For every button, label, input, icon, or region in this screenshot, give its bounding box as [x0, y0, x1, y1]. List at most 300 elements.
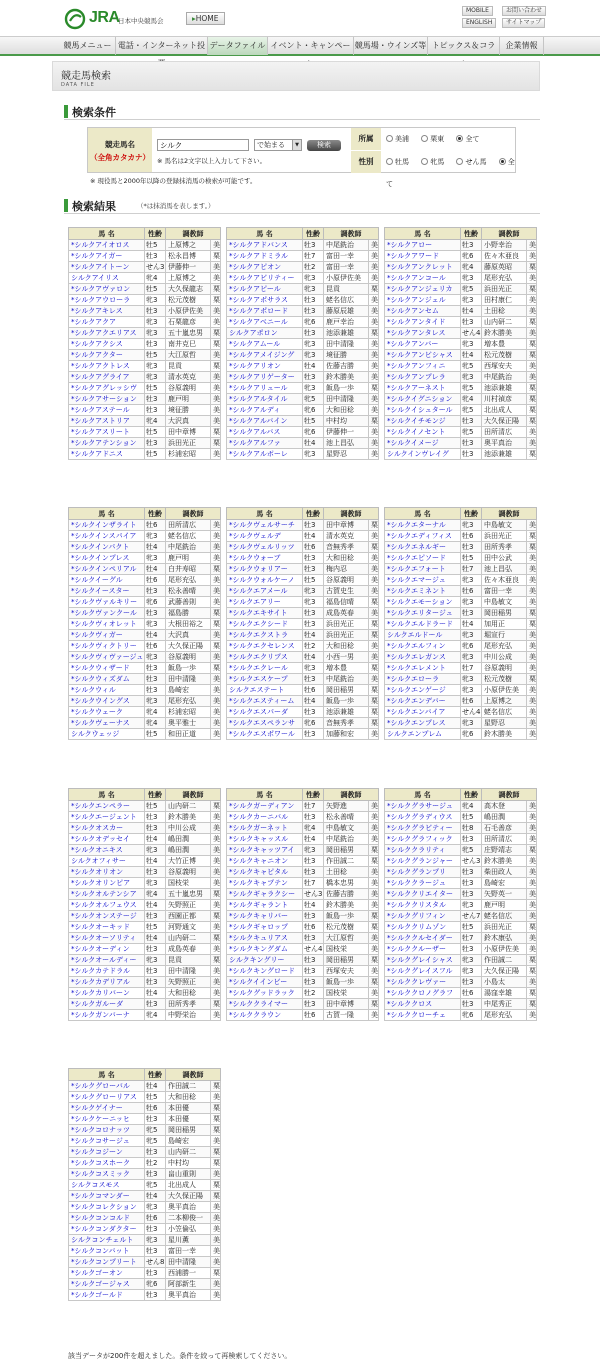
horse-name-link[interactable]: *シルクグラディウス: [385, 812, 461, 823]
trainer: 中島敏文: [482, 520, 527, 531]
horse-name-link[interactable]: *シルクエネルギー: [385, 542, 461, 553]
horse-name-link[interactable]: *シルクウィズダム: [69, 674, 145, 685]
sitemap-link[interactable]: サイトマップ: [502, 18, 545, 28]
horse-name-link[interactable]: *シルクエスティーム: [227, 696, 303, 707]
horse-name-link[interactable]: *シルクアスリート: [69, 427, 145, 438]
sex-age: 牡3: [303, 911, 324, 922]
horse-name-link[interactable]: *シルクアワード: [385, 251, 461, 262]
horse-name-link[interactable]: *シルクアドニス: [69, 449, 145, 460]
horse-name-link[interactable]: *シルクオニキス: [69, 845, 145, 856]
horse-name-link[interactable]: *シルクインスパイア: [69, 531, 145, 542]
affiliation: 美: [211, 674, 221, 685]
trainer: 大沢真: [166, 630, 211, 641]
horse-name-link[interactable]: *シルクアメイジング: [227, 350, 303, 361]
horse-name-link[interactable]: *シルクイーグル: [69, 575, 145, 586]
col-header-name: 馬 名: [385, 789, 461, 801]
affiliation: 美: [211, 394, 221, 405]
horse-name-link[interactable]: *シルクウォリアー: [227, 564, 303, 575]
horse-name-link[interactable]: *シルクウェーク: [69, 707, 145, 718]
horse-name-link[interactable]: *シルクコスホーク: [69, 1158, 145, 1169]
horse-name-link[interactable]: *シルククルセイダー: [385, 933, 461, 944]
horse-name-link[interactable]: *シルクアグライア: [69, 372, 145, 383]
trainer: 大久保龍志: [166, 284, 211, 295]
horse-name-link[interactable]: *シルクエルドラード: [385, 619, 461, 630]
horse-name-link[interactable]: *シルクアグレッシヴ: [69, 383, 145, 394]
english-link[interactable]: ENGLISH: [462, 18, 496, 28]
horse-name-link[interactable]: *シルクアベニール: [227, 317, 303, 328]
horse-name-link[interactable]: *シルクエリタージュ: [385, 608, 461, 619]
horse-name-link[interactable]: *シルクアルバス: [227, 427, 303, 438]
horse-name-link[interactable]: *シルクウォルケーノ: [227, 575, 303, 586]
table-row: [69, 240, 221, 251]
horse-name-link[interactable]: *シルクコジーン: [69, 1147, 145, 1158]
trainer: 谷原義明: [324, 575, 369, 586]
search-note: ※ 現役馬と2000年以降の登録抹消馬の検索が可能です。: [90, 177, 257, 185]
horse-name-link[interactable]: *シルクキャッスル: [227, 834, 303, 845]
horse-name-link[interactable]: *シルクグラビティー: [385, 823, 461, 834]
sex-age: 牡4: [145, 856, 166, 867]
affiliation: 美: [369, 889, 379, 900]
trainer: 奥平真治: [166, 1202, 211, 1213]
horse-name-link[interactable]: *シルククラウン: [227, 1010, 303, 1021]
horse-name-link[interactable]: *シルクエターナル: [385, 520, 461, 531]
horse-name-link[interactable]: *シルクエフォート: [385, 564, 461, 575]
horse-name-link[interactable]: *シルクエアメール: [227, 586, 303, 597]
horse-name-link[interactable]: *シルクアウローラ: [69, 295, 145, 306]
horse-name-link[interactable]: *シルクアポサラス: [227, 295, 303, 306]
horse-name-link[interactable]: *シルクアルディ: [227, 405, 303, 416]
trainer: 谷原義明: [166, 652, 211, 663]
horse-name-link[interactable]: シルクアポロン: [227, 328, 303, 339]
horse-name-link[interactable]: シルクコスモス: [69, 1180, 145, 1191]
horse-name-link[interactable]: *シルクイチモンジ: [385, 416, 461, 427]
sex-age: 牝3: [145, 553, 166, 564]
horse-name-link[interactable]: *シルクアンプレラ: [385, 372, 461, 383]
horse-name-link[interactable]: シルクエルドール: [385, 630, 461, 641]
table-row: [385, 845, 537, 856]
horse-name-link[interactable]: *シルククラリティ: [385, 845, 461, 856]
horse-name-link[interactable]: *シルククラージュ: [385, 878, 461, 889]
nav-events[interactable]: イベント・キャンペー: [268, 37, 354, 55]
horse-name-link[interactable]: *シルクキュリアス: [227, 933, 303, 944]
affiliation: 美: [369, 295, 379, 306]
affiliation: 美: [211, 1136, 221, 1147]
horse-name-link[interactable]: *シルクアルタイル: [227, 394, 303, 405]
horse-name-link[interactable]: *シルクグランジャー: [385, 856, 461, 867]
horse-name-link[interactable]: シルクエステート: [227, 685, 303, 696]
horse-name-link[interactable]: *シルクコマンダー: [69, 1191, 145, 1202]
table-row: [69, 988, 221, 999]
horse-name-link[interactable]: *シルクイースター: [69, 586, 145, 597]
horse-name-link[interactable]: *シルクキングダム: [227, 944, 303, 955]
affiliation: 美: [369, 251, 379, 262]
horse-name-link[interactable]: *シルクアンセム: [385, 306, 461, 317]
horse-name-link[interactable]: *シルクイグニション: [385, 394, 461, 405]
radio-ritto[interactable]: [421, 135, 449, 143]
sex-age: 牡6: [461, 586, 482, 597]
horse-name-link[interactable]: *シルクアリゲーター: [227, 372, 303, 383]
horse-name-link[interactable]: *シルクエクリプス: [227, 652, 303, 663]
sex-age: せん3: [304, 890, 323, 898]
horse-name-link[interactable]: *シルクイインビー: [227, 977, 303, 988]
horse-name-link[interactable]: *シルクエスケープ: [227, 674, 303, 685]
radio-affil-all[interactable]: [456, 135, 484, 143]
horse-name-link[interactable]: *シルクグラサージュ: [385, 801, 461, 812]
horse-name-link[interactable]: *シルクアステール: [69, 405, 145, 416]
horse-name-link[interactable]: *シルクオンステージ: [69, 911, 145, 922]
horse-name-link[interactable]: *シルクエージェント: [69, 812, 145, 823]
horse-name-link[interactable]: *シルクヴェルリッツ: [227, 542, 303, 553]
horse-name-link[interactable]: *シルクゴージャス: [69, 1279, 145, 1290]
horse-name-link[interactable]: *シルクキャリバー: [227, 911, 303, 922]
sex-age: 牝4: [145, 718, 166, 729]
horse-name-link[interactable]: *シルクエスポワール: [227, 729, 303, 740]
horse-name-link[interactable]: *シルクコンプリート: [69, 1257, 145, 1268]
horse-name-link[interactable]: *シルクエマージュ: [385, 575, 461, 586]
sex-age: 牡3: [303, 999, 324, 1010]
horse-name-link[interactable]: *シルククリムゾン: [385, 922, 461, 933]
horse-name-link[interactable]: *シルクアクシス: [69, 339, 145, 350]
horse-name-link[interactable]: *シルクアサーション: [69, 394, 145, 405]
horse-name-link[interactable]: シルクオフィサー: [69, 856, 145, 867]
horse-name-link[interactable]: *シルクアクア: [69, 317, 145, 328]
horse-name-link[interactable]: *シルクガルーダ: [69, 999, 145, 1010]
horse-name-link[interactable]: *シルククルーザー: [385, 944, 461, 955]
horse-name-link[interactable]: *シルクヴィヴァージュ: [69, 652, 145, 663]
horse-name-link[interactable]: *シルクコンコルド: [69, 1213, 145, 1224]
horse-name-link[interactable]: *シルクオリンピア: [69, 878, 145, 889]
horse-name-link[interactable]: *シルクグランプリ: [385, 867, 461, 878]
horse-name-link[interactable]: *シルクアンタイド: [385, 317, 461, 328]
table-row: [69, 900, 221, 911]
horse-name-link[interactable]: *シルクエスパーダ: [227, 707, 303, 718]
table-row: [227, 295, 379, 306]
horse-name-link[interactable]: *シルククリエイター: [385, 889, 461, 900]
horse-name-link[interactable]: *シルクコサージュ: [69, 1136, 145, 1147]
jra-logo-icon[interactable]: [64, 8, 86, 30]
horse-name-link[interactable]: *シルククロス: [385, 999, 461, 1010]
sex-age: 牝3: [461, 295, 482, 306]
horse-name-link[interactable]: *シルクギャロップ: [227, 922, 303, 933]
horse-name-link[interactable]: *シルクアドミラル: [227, 251, 303, 262]
logo-text[interactable]: JRA: [89, 9, 120, 26]
horse-name-link[interactable]: *シルクオデッセイ: [69, 834, 145, 845]
horse-name-link[interactable]: *シルクエンゲージ: [385, 685, 461, 696]
horse-name-input[interactable]: [157, 139, 249, 151]
horse-name-link[interactable]: *シルクオルフェウス: [69, 900, 145, 911]
table-row: [385, 718, 537, 729]
page-subtitle: DATA FILE: [61, 82, 95, 88]
horse-name-link[interactable]: *シルクエローラ: [385, 674, 461, 685]
nav-voting[interactable]: 電話・インターネット投: [116, 37, 208, 55]
trainer: 小西一男: [324, 652, 369, 663]
affiliation: 栗: [527, 608, 537, 619]
horse-name-link[interactable]: *シルクガーディアン: [227, 801, 303, 812]
horse-name-link[interactable]: *シルクカデリアル: [69, 977, 145, 988]
horse-name-link[interactable]: *シルクオールディー: [69, 955, 145, 966]
affiliation: 栗: [369, 383, 379, 394]
sex-age: 牡6: [145, 1213, 166, 1224]
affiliation: 栗: [527, 284, 537, 295]
trainer: 大久保正陽: [166, 641, 211, 652]
affiliation: 美: [527, 685, 537, 696]
horse-name-link[interactable]: *シルクオルテンシア: [69, 889, 145, 900]
horse-name-link[interactable]: *シルクヴェーナス: [69, 718, 145, 729]
sex-age: 牡2: [145, 1158, 166, 1169]
horse-name-link[interactable]: *シルクヴィオレット: [69, 619, 145, 630]
horse-name-link[interactable]: *シルククレヴァー: [385, 977, 461, 988]
trainer: 谷原義明: [166, 867, 211, 878]
horse-name-link[interactable]: *シルクエレメント: [385, 663, 461, 674]
sex-age: 牡3: [461, 438, 482, 449]
horse-name-link[interactable]: シルクコンチェルト: [69, 1235, 145, 1246]
horse-name-link[interactable]: *シルクアルバイン: [227, 416, 303, 427]
horse-name-link[interactable]: *シルクキャプテン: [227, 878, 303, 889]
trainer: 池上昌弘: [482, 564, 527, 575]
horse-name-link[interactable]: *シルクアピオン: [227, 262, 303, 273]
table-row: [385, 317, 537, 328]
horse-name-link[interactable]: *シルクアクター: [69, 350, 145, 361]
horse-name-link[interactable]: *シルクアキレス: [69, 306, 145, 317]
horse-name-link[interactable]: *シルクヴァンクール: [69, 608, 145, 619]
horse-name-link[interactable]: *シルクエモーション: [385, 597, 461, 608]
horse-name-link[interactable]: *シルクアンタレス: [385, 328, 461, 339]
sex-age: 牡3: [145, 1114, 166, 1125]
sex-age: 牝3: [303, 284, 324, 295]
nav-datafile[interactable]: データファイル: [208, 37, 268, 55]
horse-name-link[interactable]: *シルクギャラクシー: [227, 889, 303, 900]
horse-name-link[interactable]: *シルクアンビシャス: [385, 350, 461, 361]
horse-name-link[interactable]: *シルクエンデバー: [385, 696, 461, 707]
affiliation: 栗: [211, 564, 221, 575]
horse-name-link[interactable]: *シルクアンフィニ: [385, 361, 461, 372]
horse-name-link[interactable]: *シルクウィル: [69, 685, 145, 696]
horse-name-link[interactable]: *シルクアンクレット: [385, 262, 461, 273]
horse-name-link[interactable]: *シルクエミネント: [385, 586, 461, 597]
horse-name-link[interactable]: *シルクヴェルサーチ: [227, 520, 303, 531]
contact-link[interactable]: お問い合わせ: [502, 6, 546, 16]
affiliation: 美: [211, 1279, 221, 1290]
horse-name-link[interactable]: *シルクエクレール: [227, 663, 303, 674]
horse-name-link[interactable]: *シルクエキサイト: [227, 608, 303, 619]
horse-name-link[interactable]: *シルクカーニバル: [227, 812, 303, 823]
horse-name-link[interactable]: *シルクグレイスフル: [385, 966, 461, 977]
nav-racecourses[interactable]: 競馬場・ウインズ等: [354, 37, 428, 55]
radio-icon: [386, 135, 393, 142]
horse-name-link[interactable]: *シルクグレイシャス: [385, 955, 461, 966]
horse-name-link[interactable]: *シルクガーネット: [227, 823, 303, 834]
horse-name-link[interactable]: *シルクアイトーン: [69, 262, 145, 273]
horse-name-link[interactable]: *シルクアーネスト: [385, 383, 461, 394]
nav-topics[interactable]: トピックス＆コラ: [428, 37, 500, 55]
horse-name-link[interactable]: *シルクエクシード: [227, 619, 303, 630]
horse-name-link[interactable]: *シルクアイオロス: [69, 240, 145, 251]
table-row: [227, 663, 379, 674]
horse-name-link[interactable]: *シルクアイガー: [69, 251, 145, 262]
horse-name-link[interactable]: *シルクアルファ: [227, 438, 303, 449]
horse-name-link[interactable]: *シルクキャッツアイ: [227, 845, 303, 856]
horse-name-link[interactable]: シルクキングリー: [227, 955, 303, 966]
trainer: 岡田稲男: [324, 845, 369, 856]
horse-name-link[interactable]: *シルクイノセント: [385, 427, 461, 438]
radio-female[interactable]: [421, 158, 449, 166]
horse-name-link[interactable]: *シルクアリオン: [227, 361, 303, 372]
horse-name-link[interactable]: *シルクイメージ: [385, 438, 461, 449]
horse-name-link[interactable]: *シルクインペリアル: [69, 564, 145, 575]
affiliation: 美: [211, 685, 221, 696]
horse-name-link[interactable]: *シルクエピソード: [385, 553, 461, 564]
horse-name-link[interactable]: *シルクカリバーン: [69, 988, 145, 999]
horse-name-link[interactable]: *シルクアンジェリカ: [385, 284, 461, 295]
horse-name-link[interactable]: *シルクアクエリアス: [69, 328, 145, 339]
horse-name-link[interactable]: *シルクエクストラ: [227, 630, 303, 641]
affiliation: 美: [369, 834, 379, 845]
horse-name-link[interactable]: *シルクアビリティー: [227, 273, 303, 284]
horse-name-link[interactable]: *シルクエンプレス: [385, 718, 461, 729]
table-row: [385, 553, 537, 564]
trainer: 佐藤吉勝: [324, 361, 369, 372]
horse-name-link[interactable]: *シルクアポロード: [227, 306, 303, 317]
horse-name-link[interactable]: *シルククローチェ: [385, 1010, 461, 1021]
horse-name-link[interactable]: *シルクアンバー: [385, 339, 461, 350]
table-row: [385, 328, 537, 339]
page-title: 競走馬検索: [61, 71, 111, 82]
horse-name-link[interactable]: *シルクゴーオン: [69, 1268, 145, 1279]
horse-name-link[interactable]: シルクアイリス: [69, 273, 145, 284]
horse-name-link[interactable]: *シルクオーソリティ: [69, 933, 145, 944]
horse-name-link[interactable]: *シルクエンバイア: [385, 707, 461, 718]
affiliation: 美: [369, 586, 379, 597]
search-button[interactable]: 検索: [307, 140, 341, 151]
horse-name-link[interactable]: *シルクアピール: [227, 284, 303, 295]
horse-name-link[interactable]: *シルクエレガンス: [385, 652, 461, 663]
col-header-trainer: 調教師: [324, 789, 379, 801]
horse-name-link[interactable]: *シルクギャラント: [227, 900, 303, 911]
nav-corporate[interactable]: 企業情報: [500, 37, 544, 55]
home-label: HOME: [195, 14, 219, 23]
horse-name-link[interactable]: *シルクヴィクトリー: [69, 641, 145, 652]
affiliation: 美: [211, 729, 221, 740]
trainer: 成島英春: [324, 608, 369, 619]
horse-name-link[interactable]: *シルクエンペラー: [69, 801, 145, 812]
horse-name-link[interactable]: *シルクコロナッツ: [69, 1125, 145, 1136]
trainer: 増本豊: [482, 339, 527, 350]
nav-keiba-menu[interactable]: 競馬メニュー: [60, 37, 116, 55]
horse-name-link[interactable]: *シルクウォーブ: [227, 553, 303, 564]
horse-name-link[interactable]: *シルクオーキッド: [69, 922, 145, 933]
horse-name-link[interactable]: *シルクキャピタル: [227, 867, 303, 878]
affiliation: 美: [369, 361, 379, 372]
horse-name-label: [88, 128, 152, 172]
horse-name-link[interactable]: *シルクグローリアス: [69, 1092, 145, 1103]
horse-name-link[interactable]: *シルクアルボーレ: [227, 449, 303, 460]
horse-name-link[interactable]: *シルクエスペランサ: [227, 718, 303, 729]
table-row: [69, 531, 221, 542]
table-row: [385, 867, 537, 878]
affiliation: 美: [369, 531, 379, 542]
horse-name-link[interactable]: シルクインヴレイグ: [385, 449, 461, 460]
horse-name-link[interactable]: *シルクアロー: [385, 240, 461, 251]
radio-gelding[interactable]: [456, 158, 491, 166]
horse-name-link[interactable]: *シルクアンコール: [385, 273, 461, 284]
horse-name-link[interactable]: *シルクケーニッヒ: [69, 1114, 145, 1125]
horse-name-link[interactable]: *シルクカテドラル: [69, 966, 145, 977]
affiliation: 美: [369, 564, 379, 575]
horse-name-link[interactable]: *シルクゲイナー: [69, 1103, 145, 1114]
sex-age: 牝4: [145, 416, 166, 427]
horse-name-link[interactable]: *シルクエクセレンス: [227, 641, 303, 652]
horse-name-link[interactable]: *シルクインパクト: [69, 542, 145, 553]
horse-name-link[interactable]: *シルクグラフィック: [385, 834, 461, 845]
horse-name-link[interactable]: *シルクヴィガー: [69, 630, 145, 641]
horse-name-link[interactable]: *シルクアムール: [227, 339, 303, 350]
horse-name-link[interactable]: *シルクグッドラック: [227, 988, 303, 999]
horse-name-link[interactable]: *シルクアテンション: [69, 438, 145, 449]
home-button[interactable]: [186, 12, 225, 25]
horse-name-link[interactable]: *シルクガンバーナ: [69, 1010, 145, 1021]
horse-name-link[interactable]: *シルクインザライト: [69, 520, 145, 531]
horse-name-link[interactable]: *シルクエルフィン: [385, 641, 461, 652]
horse-name-link[interactable]: *シルクインプレス: [69, 553, 145, 564]
horse-name-link[interactable]: *シルクアンジェル: [385, 295, 461, 306]
horse-name-link[interactable]: *シルクオスカー: [69, 823, 145, 834]
trainer: 岡田稲男: [482, 608, 527, 619]
horse-name-link[interactable]: *シルクアヴァロン: [69, 284, 145, 295]
table-row: [69, 405, 221, 416]
table-row: [227, 284, 379, 295]
horse-name-link[interactable]: *シルクアクトレス: [69, 361, 145, 372]
horse-name-link[interactable]: *シルクオリオン: [69, 867, 145, 878]
horse-name-link[interactable]: *シルククリスタル: [385, 900, 461, 911]
sex-age: 牡5: [145, 449, 166, 460]
horse-name-link[interactable]: シルクウェッジ: [69, 729, 145, 740]
horse-name-link[interactable]: *シルクキャニオン: [227, 856, 303, 867]
horse-name-link[interactable]: *シルクキングロード: [227, 966, 303, 977]
horse-name-link[interactable]: *シルクウイングス: [69, 696, 145, 707]
horse-name-link[interactable]: *シルクグリフィン: [385, 911, 461, 922]
horse-name-link[interactable]: *シルクイシュタール: [385, 405, 461, 416]
horse-name-link[interactable]: *シルクコンバット: [69, 1246, 145, 1257]
horse-name-link[interactable]: *シルクアリュール: [227, 383, 303, 394]
radio-male[interactable]: [386, 158, 414, 166]
horse-name-link[interactable]: *シルクコスミック: [69, 1169, 145, 1180]
horse-name-link[interactable]: *シルクエディフィス: [385, 531, 461, 542]
horse-name-link[interactable]: *シルクグローバル: [69, 1081, 145, 1092]
horse-name-link[interactable]: *シルクアストリア: [69, 416, 145, 427]
horse-name-link[interactable]: シルクエンプレム: [385, 729, 461, 740]
horse-name-link[interactable]: *シルクウィザード: [69, 663, 145, 674]
sex-age: 牝3: [461, 674, 482, 685]
match-select[interactable]: [254, 139, 302, 151]
horse-name-link[interactable]: *シルクアドバンス: [227, 240, 303, 251]
trainer: 作田誠二: [324, 856, 369, 867]
sex-age: 牝3: [303, 597, 324, 608]
sex-age: 牡4: [145, 1081, 166, 1092]
horse-name-link[interactable]: *シルククロノグラフ: [385, 988, 461, 999]
table-row: [69, 1213, 221, 1224]
radio-miho[interactable]: [386, 135, 414, 143]
affiliation: 美: [527, 295, 537, 306]
horse-name-link[interactable]: *シルクオーディン: [69, 944, 145, 955]
horse-name-link[interactable]: *シルクゴールド: [69, 1290, 145, 1301]
horse-name-link[interactable]: *シルクヴァルキリー: [69, 597, 145, 608]
horse-name-link[interactable]: *シルククライマー: [227, 999, 303, 1010]
horse-name-link[interactable]: *シルクヴェルデ: [227, 531, 303, 542]
horse-name-link[interactable]: *シルクコレクション: [69, 1202, 145, 1213]
mobile-link[interactable]: MOBILE: [462, 6, 493, 16]
horse-name-link[interactable]: *シルクエアリー: [227, 597, 303, 608]
horse-name-link[interactable]: *シルクコンダクター: [69, 1224, 145, 1235]
